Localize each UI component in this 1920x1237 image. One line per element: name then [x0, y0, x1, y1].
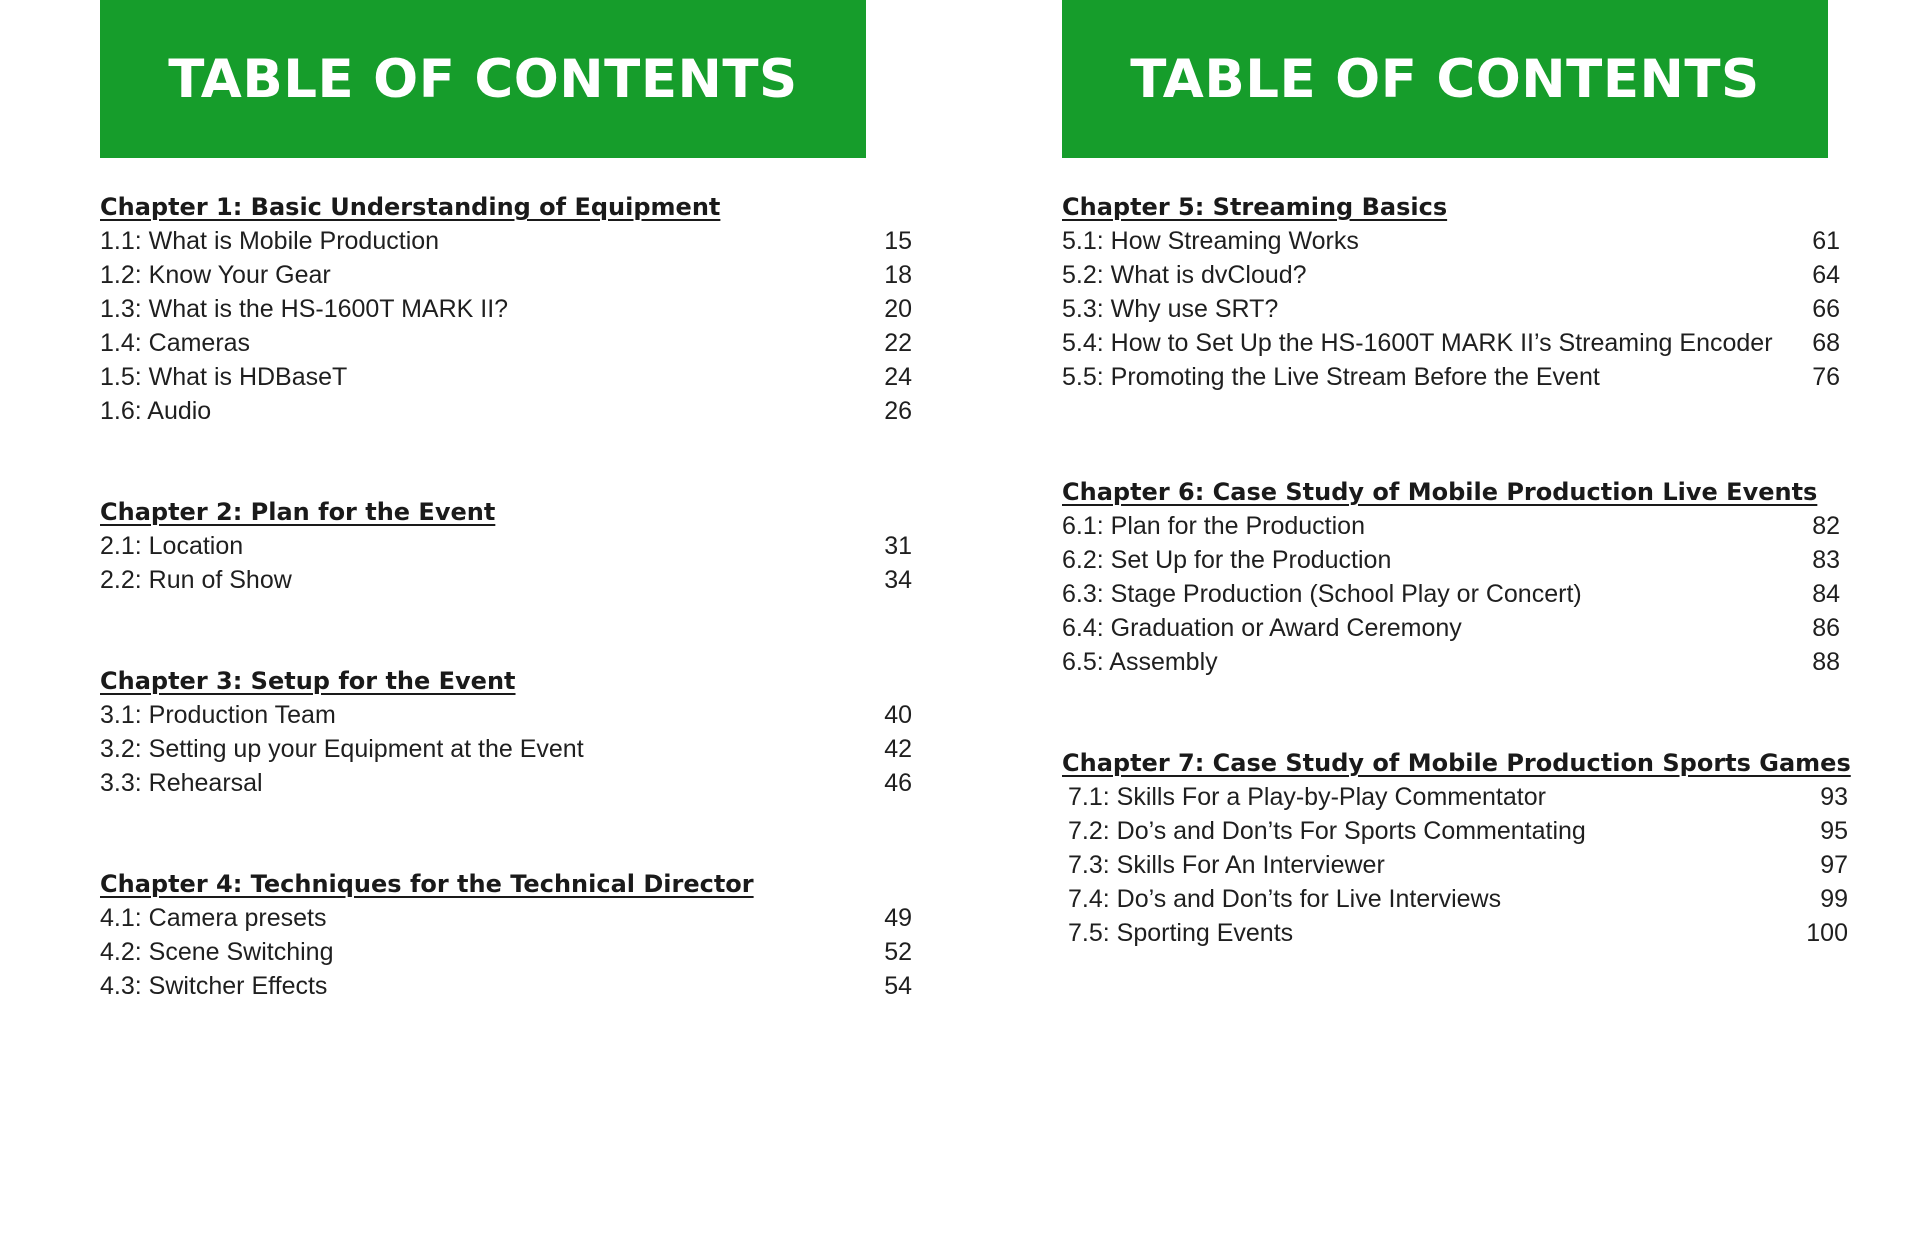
entry-label: 1.1: What is Mobile Production — [100, 227, 440, 255]
toc-entry[interactable] — [100, 935, 912, 969]
toc-entry[interactable] — [1062, 645, 1852, 679]
entry-page-number: 22 — [884, 329, 912, 357]
toc-banner — [100, 0, 866, 158]
toc-entry[interactable] — [100, 901, 912, 935]
entry-label: 1.6: Audio — [100, 397, 212, 425]
toc-entry[interactable] — [100, 394, 912, 428]
chapter-2 — [100, 495, 912, 597]
toc-entry[interactable] — [1062, 611, 1852, 645]
toc-entry[interactable] — [100, 766, 912, 800]
entry-page-number: 84 — [1812, 580, 1840, 608]
entry-page-number: 34 — [884, 566, 912, 594]
entry-page-number: 66 — [1812, 295, 1840, 323]
toc-entry[interactable] — [100, 563, 912, 597]
toc-entry[interactable] — [1062, 916, 1852, 950]
chapter-heading[interactable]: Chapter 7: Case Study of Mobile Production Sports Games — [1062, 749, 1851, 777]
toc-entry[interactable] — [100, 698, 912, 732]
entry-label: 1.2: Know Your Gear — [100, 261, 331, 289]
entry-page-number: 83 — [1812, 546, 1840, 574]
toc-entry[interactable] — [100, 360, 912, 394]
toc-entry[interactable] — [100, 258, 912, 292]
toc-entry[interactable] — [1062, 882, 1852, 916]
chapter-heading[interactable]: Chapter 3: Setup for the Event — [100, 667, 516, 695]
entry-label: 6.3: Stage Production (School Play or Concert) — [1062, 580, 1582, 608]
toc-entry[interactable] — [1062, 224, 1852, 258]
entry-page-number: 64 — [1812, 261, 1840, 289]
chapter-4 — [100, 867, 912, 1003]
entry-page-number: 97 — [1820, 851, 1848, 879]
entry-page-number: 42 — [884, 735, 912, 763]
chapter-heading[interactable]: Chapter 1: Basic Understanding of Equipment — [100, 193, 721, 221]
entry-label: 4.1: Camera presets — [100, 904, 327, 932]
entry-label: 2.1: Location — [100, 532, 244, 560]
entry-page-number: 86 — [1812, 614, 1840, 642]
toc-title: TABLE OF CONTENTS — [168, 48, 798, 110]
toc-title: TABLE OF CONTENTS — [1130, 48, 1760, 110]
entry-label: 7.3: Skills For An Interviewer — [1068, 851, 1385, 879]
toc-entry[interactable] — [100, 529, 912, 563]
entry-label: 6.1: Plan for the Production — [1062, 512, 1365, 540]
chapter-7 — [1062, 746, 1852, 950]
entry-page-number: 99 — [1820, 885, 1848, 913]
entry-page-number: 52 — [884, 938, 912, 966]
toc-entry[interactable] — [100, 326, 912, 360]
chapter-1 — [100, 190, 912, 428]
toc-list — [100, 190, 912, 1003]
chapter-5 — [1062, 190, 1852, 394]
entry-label: 5.2: What is dvCloud? — [1062, 261, 1307, 289]
entry-label: 1.4: Cameras — [100, 329, 251, 357]
entry-page-number: 82 — [1812, 512, 1840, 540]
entry-page-number: 88 — [1812, 648, 1840, 676]
toc-entry[interactable] — [1062, 577, 1852, 611]
chapter-heading[interactable]: Chapter 2: Plan for the Event — [100, 498, 496, 526]
entry-page-number: 46 — [884, 769, 912, 797]
chapter-heading[interactable]: Chapter 5: Streaming Basics — [1062, 193, 1448, 221]
entry-label: 6.2: Set Up for the Production — [1062, 546, 1392, 574]
toc-entry[interactable] — [1062, 814, 1852, 848]
entry-page-number: 61 — [1812, 227, 1840, 255]
entry-page-number: 15 — [884, 227, 912, 255]
toc-entry[interactable] — [100, 969, 912, 1003]
toc-entry[interactable] — [1062, 326, 1852, 360]
entry-label: 5.4: How to Set Up the HS-1600T MARK II’s Streaming Encoder — [1062, 329, 1773, 357]
entry-page-number: 24 — [884, 363, 912, 391]
entry-page-number: 95 — [1820, 817, 1848, 845]
toc-entry[interactable] — [100, 292, 912, 326]
entry-page-number: 31 — [884, 532, 912, 560]
toc-entry[interactable] — [1062, 258, 1852, 292]
entry-label: 3.2: Setting up your Equipment at the Event — [100, 735, 584, 763]
entry-label: 1.3: What is the HS-1600T MARK II? — [100, 295, 509, 323]
entry-page-number: 100 — [1806, 919, 1848, 947]
toc-entry[interactable] — [1062, 543, 1852, 577]
toc-banner — [1062, 0, 1828, 158]
toc-entry[interactable] — [1062, 509, 1852, 543]
toc-page-right — [1062, 0, 1852, 950]
entry-page-number: 54 — [884, 972, 912, 1000]
toc-entry[interactable] — [100, 732, 912, 766]
toc-entry[interactable] — [100, 224, 912, 258]
entry-page-number: 68 — [1812, 329, 1840, 357]
entry-label: 3.3: Rehearsal — [100, 769, 263, 797]
entry-label: 4.3: Switcher Effects — [100, 972, 328, 1000]
entry-page-number: 18 — [884, 261, 912, 289]
entry-label: 1.5: What is HDBaseT — [100, 363, 348, 391]
chapter-6 — [1062, 475, 1852, 679]
entry-label: 5.1: How Streaming Works — [1062, 227, 1359, 255]
entry-label: 5.5: Promoting the Live Stream Before the Event — [1062, 363, 1600, 391]
entry-label: 7.5: Sporting Events — [1068, 919, 1294, 947]
toc-entry[interactable] — [1062, 848, 1852, 882]
toc-page-left — [100, 0, 912, 1003]
entry-page-number: 93 — [1820, 783, 1848, 811]
toc-entry[interactable] — [1062, 780, 1852, 814]
chapter-3 — [100, 664, 912, 800]
toc-list — [1062, 190, 1852, 950]
chapter-heading[interactable]: Chapter 6: Case Study of Mobile Production Live Events — [1062, 478, 1818, 506]
entry-page-number: 26 — [884, 397, 912, 425]
entry-label: 2.2: Run of Show — [100, 566, 292, 594]
toc-entry[interactable] — [1062, 292, 1852, 326]
entry-page-number: 76 — [1812, 363, 1840, 391]
entry-label: 6.4: Graduation or Award Ceremony — [1062, 614, 1462, 642]
entry-label: 5.3: Why use SRT? — [1062, 295, 1279, 323]
toc-entry[interactable] — [1062, 360, 1852, 394]
entry-label: 6.5: Assembly — [1062, 648, 1218, 676]
entry-page-number: 20 — [884, 295, 912, 323]
entry-label: 4.2: Scene Switching — [100, 938, 334, 966]
chapter-heading[interactable]: Chapter 4: Techniques for the Technical Director — [100, 870, 754, 898]
entry-label: 7.4: Do’s and Don’ts for Live Interviews — [1068, 885, 1502, 913]
entry-label: 7.1: Skills For a Play-by-Play Commentator — [1068, 783, 1546, 811]
entry-page-number: 40 — [884, 701, 912, 729]
entry-page-number: 49 — [884, 904, 912, 932]
entry-label: 3.1: Production Team — [100, 701, 336, 729]
entry-label: 7.2: Do’s and Don’ts For Sports Commentating — [1068, 817, 1586, 845]
